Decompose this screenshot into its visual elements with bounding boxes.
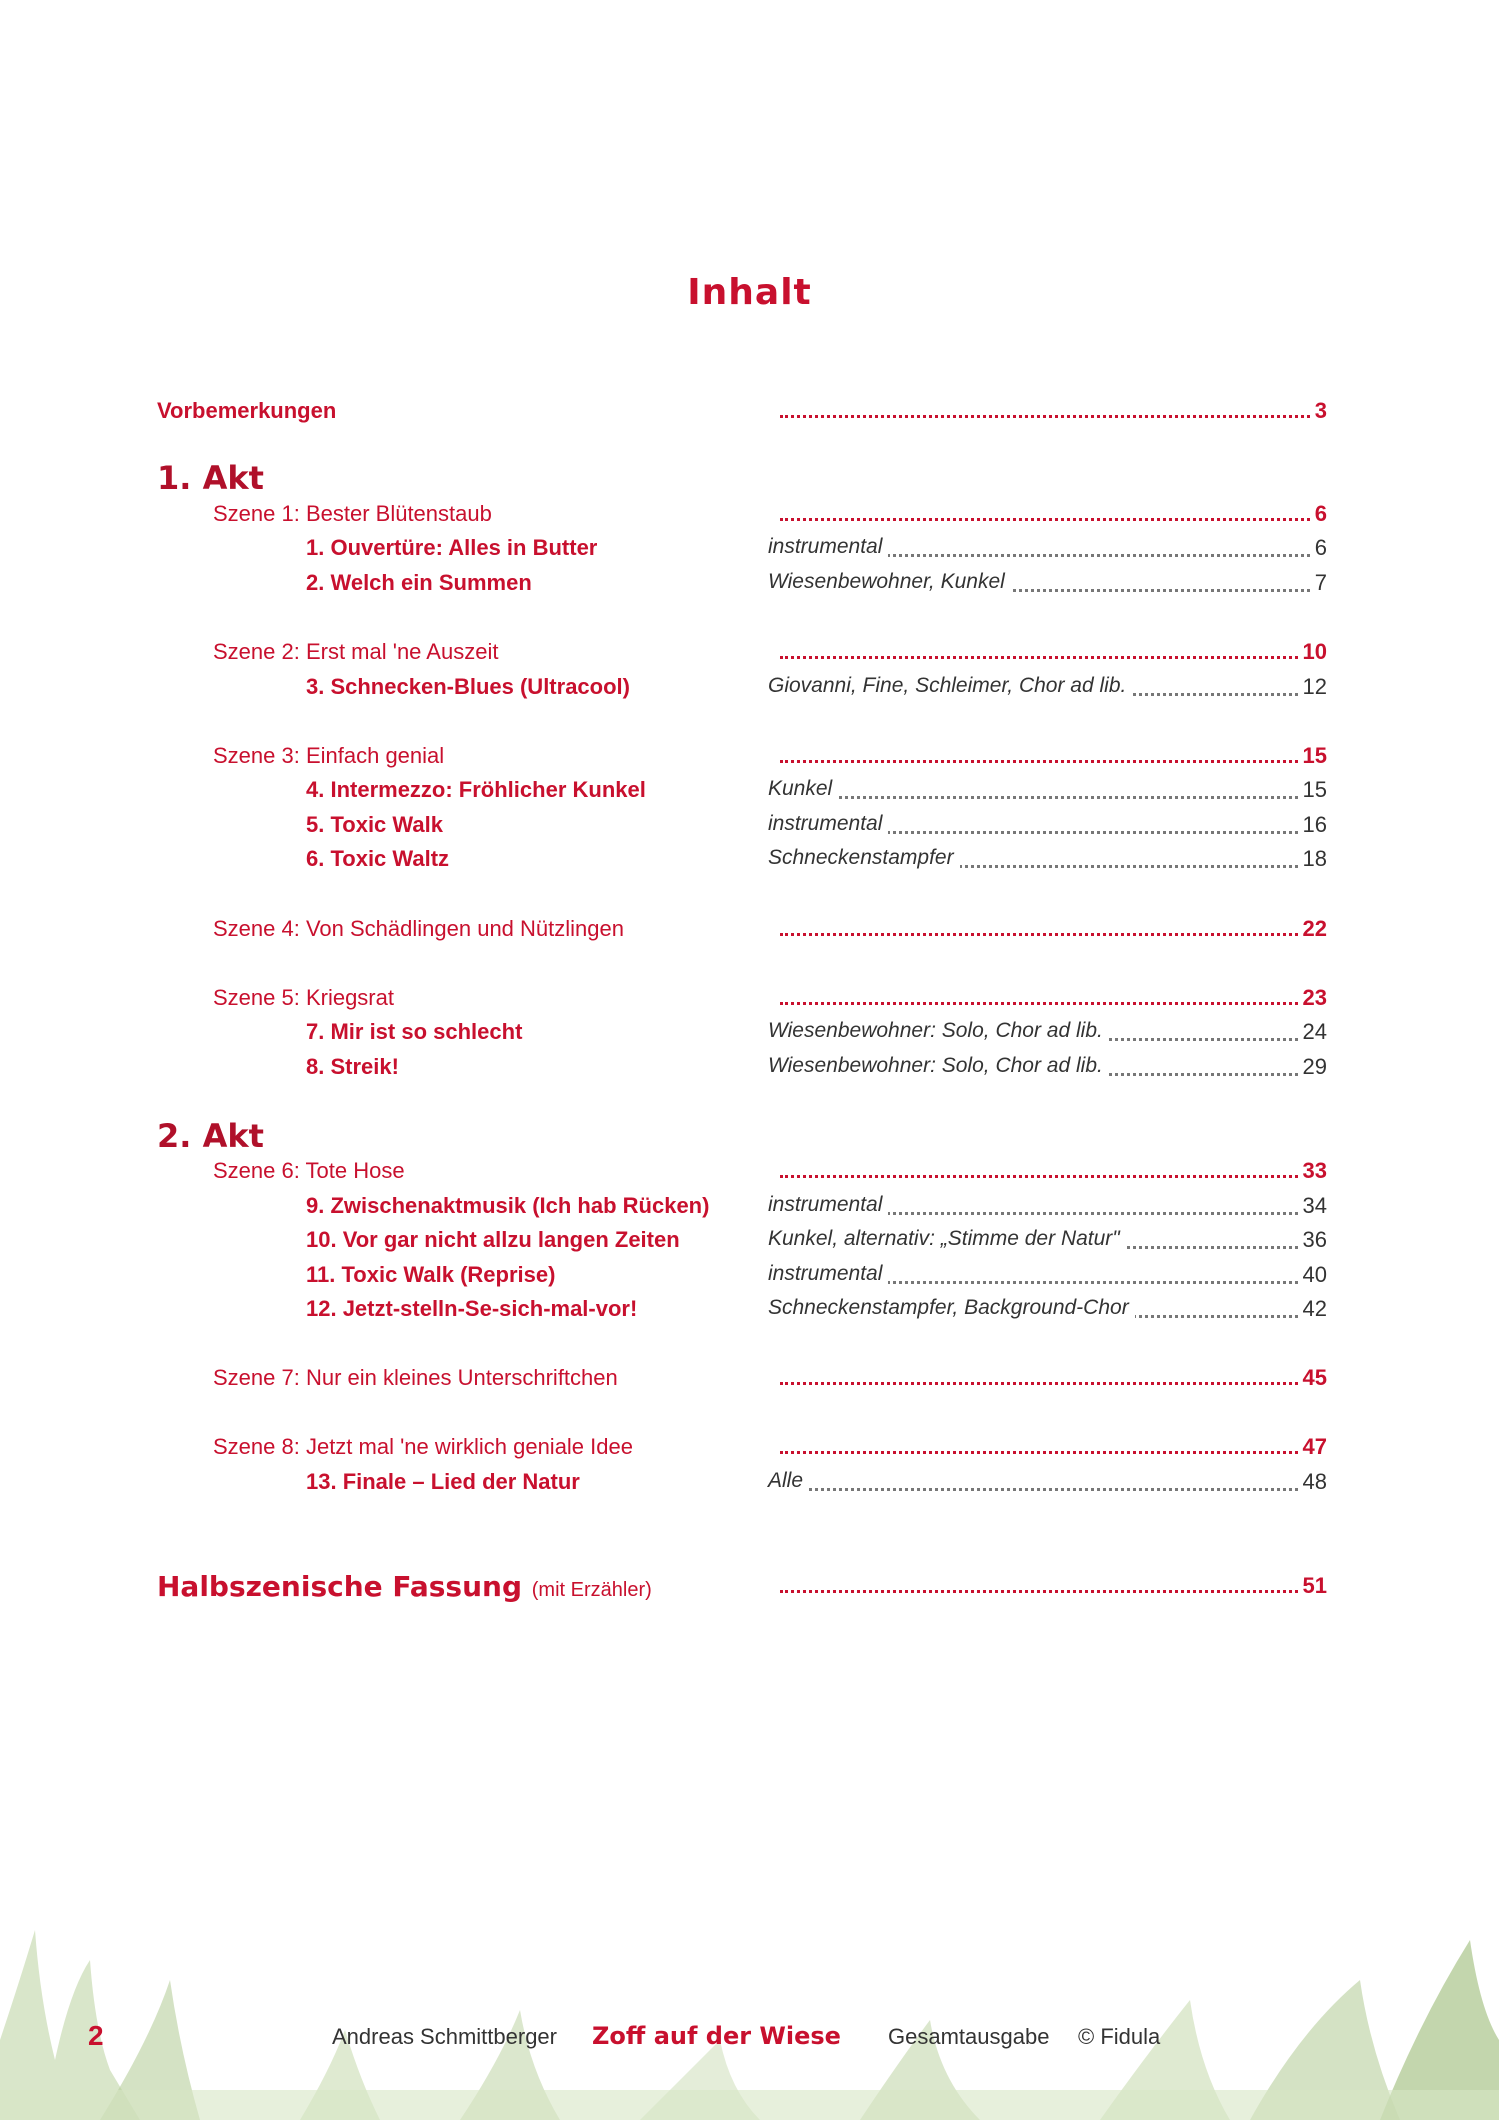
dot-leader bbox=[780, 1382, 1327, 1385]
toc-song-row[interactable] bbox=[0, 1054, 1499, 1088]
page-number: 47 bbox=[1299, 1434, 1327, 1460]
page-number: 23 bbox=[1299, 985, 1327, 1011]
toc-performers: Wiesenbewohner: Solo, Chor ad lib. bbox=[768, 1019, 1109, 1043]
toc-label: 1. Ouvertüre: Alles in Butter bbox=[306, 535, 598, 560]
page-number: 45 bbox=[1299, 1365, 1327, 1391]
toc-song-row[interactable] bbox=[0, 777, 1499, 811]
toc-label: Szene 7: Nur ein kleines Unterschriftchen bbox=[213, 1365, 618, 1390]
toc-performers: instrumental bbox=[768, 1262, 888, 1286]
dot-leader bbox=[780, 1451, 1327, 1454]
toc-label: Vorbemerkungen bbox=[157, 398, 337, 423]
dot-leader bbox=[780, 1590, 1327, 1593]
toc-label: Szene 1: Bester Blütenstaub bbox=[213, 501, 492, 526]
performer-leader bbox=[768, 812, 1327, 846]
toc-scene-row[interactable] bbox=[0, 1158, 1499, 1192]
dot-leader bbox=[780, 933, 1327, 936]
performer-leader bbox=[768, 1019, 1327, 1053]
dot-leader bbox=[780, 1175, 1327, 1178]
halbszenische-dots-row bbox=[0, 1573, 1499, 1607]
toc-scene-row[interactable] bbox=[0, 1365, 1499, 1399]
page-number: 51 bbox=[1299, 1573, 1327, 1599]
toc-label: 5. Toxic Walk bbox=[306, 812, 443, 837]
toc-label: 9. Zwischenaktmusik (Ich hab Rücken) bbox=[306, 1193, 710, 1218]
toc-song-row[interactable] bbox=[0, 1296, 1499, 1330]
page-number: 18 bbox=[1299, 846, 1327, 872]
toc-scene-row[interactable] bbox=[0, 743, 1499, 777]
toc-performers: Wiesenbewohner, Kunkel bbox=[768, 570, 1011, 594]
toc-label: Szene 4: Von Schädlingen und Nützlingen bbox=[213, 916, 624, 941]
performer-leader bbox=[768, 1054, 1327, 1088]
toc-performers: Kunkel, alternativ: „Stimme der Natur" bbox=[768, 1227, 1126, 1251]
toc-label: Szene 3: Einfach genial bbox=[213, 743, 445, 768]
toc-performers: Kunkel bbox=[768, 777, 838, 801]
page-number: 16 bbox=[1299, 812, 1327, 838]
toc-song-row[interactable] bbox=[0, 535, 1499, 569]
toc-song-row[interactable] bbox=[0, 1193, 1499, 1227]
toc-label: Szene 6: Tote Hose bbox=[213, 1158, 405, 1183]
page-footer bbox=[0, 2020, 1499, 2064]
toc-label: 8. Streik! bbox=[306, 1054, 399, 1079]
page-number: 48 bbox=[1299, 1469, 1327, 1495]
toc-scene-row[interactable] bbox=[0, 639, 1499, 673]
toc-label: 11. Toxic Walk (Reprise) bbox=[306, 1262, 556, 1287]
page-number: 12 bbox=[1299, 674, 1327, 700]
toc-label: 7. Mir ist so schlecht bbox=[306, 1019, 523, 1044]
performer-leader bbox=[768, 1193, 1327, 1227]
toc-label: Szene 5: Kriegsrat bbox=[213, 985, 394, 1010]
page-number: 42 bbox=[1299, 1296, 1327, 1322]
performer-leader bbox=[768, 1262, 1327, 1296]
halbszenische-note: (mit Erzähler) bbox=[531, 1579, 652, 1601]
footer-work-title: Zoff auf der Wiese bbox=[592, 2022, 841, 2050]
dot-leader bbox=[780, 656, 1327, 659]
performer-leader bbox=[768, 674, 1327, 708]
dot-leader bbox=[780, 518, 1327, 521]
performer-leader bbox=[768, 777, 1327, 811]
toc-scene-row[interactable] bbox=[0, 916, 1499, 950]
footer-publisher: © Fidula bbox=[1078, 2024, 1161, 2049]
performer-leader bbox=[768, 1296, 1327, 1330]
toc-scene-row[interactable] bbox=[0, 1434, 1499, 1468]
toc-performers: Wiesenbewohner: Solo, Chor ad lib. bbox=[768, 1054, 1109, 1078]
performer-leader bbox=[768, 1469, 1327, 1503]
footer-page-number: 2 bbox=[88, 2020, 104, 2051]
toc-scene-row[interactable] bbox=[0, 501, 1499, 535]
page-number: 24 bbox=[1299, 1019, 1327, 1045]
toc-song-row[interactable] bbox=[0, 812, 1499, 846]
page-number: 3 bbox=[1311, 398, 1327, 424]
toc-label: 2. Welch ein Summen bbox=[306, 570, 532, 595]
page-number: 36 bbox=[1299, 1227, 1327, 1253]
performer-leader bbox=[768, 570, 1327, 604]
toc-song-row[interactable] bbox=[0, 674, 1499, 708]
toc-scene-row[interactable] bbox=[0, 985, 1499, 1019]
page-number: 7 bbox=[1311, 570, 1327, 596]
toc-performers: instrumental bbox=[768, 535, 888, 559]
dot-leader bbox=[780, 760, 1327, 763]
toc-label: 10. Vor gar nicht allzu langen Zeiten bbox=[306, 1227, 680, 1252]
grass-illustration bbox=[0, 1920, 1499, 2120]
dot-leader bbox=[780, 1002, 1327, 1005]
page-number: 33 bbox=[1299, 1158, 1327, 1184]
performer-leader bbox=[768, 846, 1327, 880]
toc-song-row[interactable] bbox=[0, 1262, 1499, 1296]
toc-label: 6. Toxic Waltz bbox=[306, 846, 450, 871]
toc-label: 3. Schnecken-Blues (Ultracool) bbox=[306, 674, 630, 699]
toc-performers: Schneckenstampfer, Background-Chor bbox=[768, 1296, 1135, 1320]
toc-performers: instrumental bbox=[768, 1193, 888, 1217]
page-number: 22 bbox=[1299, 916, 1327, 942]
dot-leader bbox=[780, 415, 1327, 418]
page-title: Inhalt bbox=[687, 272, 812, 313]
page-number: 29 bbox=[1299, 1054, 1327, 1080]
toc-song-row[interactable] bbox=[0, 846, 1499, 880]
toc-label: 4. Intermezzo: Fröhlicher Kunkel bbox=[306, 777, 646, 802]
toc-performers: Giovanni, Fine, Schleimer, Chor ad lib. bbox=[768, 674, 1132, 698]
toc-song-row[interactable] bbox=[0, 1227, 1499, 1261]
toc-performers: Schneckenstampfer bbox=[768, 846, 960, 870]
toc-song-row[interactable] bbox=[0, 1469, 1499, 1503]
footer-author: Andreas Schmittberger bbox=[332, 2024, 557, 2049]
performer-leader bbox=[768, 535, 1327, 569]
page-number: 15 bbox=[1299, 743, 1327, 769]
toc-label: 13. Finale – Lied der Natur bbox=[306, 1469, 580, 1494]
page-number: 34 bbox=[1299, 1193, 1327, 1219]
toc-song-row[interactable] bbox=[0, 570, 1499, 604]
halbszenische-label: Halbszenische Fassung bbox=[157, 1570, 523, 1603]
toc-label: Szene 2: Erst mal 'ne Auszeit bbox=[213, 639, 499, 664]
page-number: 10 bbox=[1299, 639, 1327, 665]
toc-performers: instrumental bbox=[768, 812, 888, 836]
page-number: 15 bbox=[1299, 777, 1327, 803]
act-heading: 2. Akt bbox=[157, 1117, 264, 1155]
toc-label: Szene 8: Jetzt mal 'ne wirklich geniale Idee bbox=[213, 1434, 633, 1459]
footer-edition: Gesamtausgabe bbox=[888, 2024, 1050, 2049]
toc-label: 12. Jetzt-stelln-Se-sich-mal-vor! bbox=[306, 1296, 638, 1321]
page-number: 40 bbox=[1299, 1262, 1327, 1288]
act-heading: 1. Akt bbox=[157, 459, 264, 497]
toc-song-row[interactable] bbox=[0, 1019, 1499, 1053]
page-number: 6 bbox=[1311, 535, 1327, 561]
dot-leader bbox=[768, 796, 1327, 799]
dot-leader bbox=[768, 1488, 1327, 1491]
page-number: 6 bbox=[1311, 501, 1327, 527]
toc-performers: Alle bbox=[768, 1469, 809, 1493]
toc-entry-row[interactable] bbox=[0, 398, 1499, 432]
performer-leader bbox=[768, 1227, 1327, 1261]
